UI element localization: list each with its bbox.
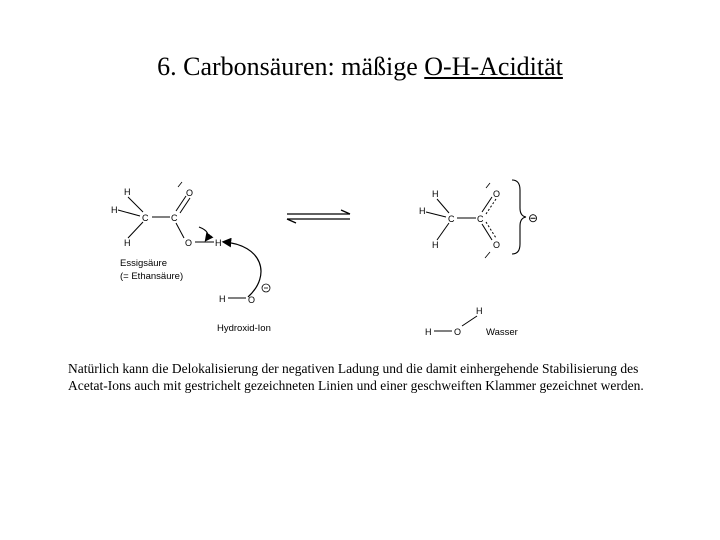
title-underlined-text: O-H-Acidität (424, 52, 563, 81)
acetic-acid-molecule (111, 182, 222, 248)
acid-hydroxyl-o-label: O (185, 238, 193, 248)
acid-name-label: Essigsäure (120, 258, 167, 269)
caption-paragraph: Natürlich kann die Delokalisierung der negativen Ladung und die damit einhergehende Stabilisierung des Acetat-Ions auch mit gestrichelt gezeichneten Linien und einer geschweiften Klammer gezeichnet werden. (68, 361, 644, 393)
water-label: Wasser (486, 327, 518, 338)
acid-h1-label: H (124, 187, 131, 197)
acetate-o1-label: O (493, 189, 501, 199)
water-o-label: O (454, 327, 462, 337)
acid-acidic-h-label: H (215, 238, 222, 248)
hydroxide-ion-molecule (219, 284, 270, 305)
acetate-o2-label: O (493, 240, 501, 250)
acid-c1-label: C (142, 213, 149, 223)
acid-h3-label: H (124, 238, 131, 248)
acid-carbonyl-o-label: O (186, 188, 194, 198)
acetate-h2-label: H (419, 206, 426, 216)
acetate-h1-label: H (432, 189, 439, 199)
water-h1-label: H (476, 306, 483, 316)
acetate-c1-label: C (448, 214, 455, 224)
hydroxide-o-label: O (248, 295, 256, 305)
negative-charge-symbol: ⊖ (528, 211, 539, 225)
water-molecule (425, 306, 483, 337)
acetate-ion-molecule (419, 183, 500, 258)
acid-c2-label: C (171, 213, 178, 223)
electron-shift-arrow (199, 227, 208, 240)
acetate-h3-label: H (432, 240, 439, 250)
title-text: 6. Carbonsäuren: mäßige (157, 52, 425, 81)
hydroxide-h-label: H (219, 294, 226, 304)
acid-h2-label: H (111, 205, 118, 215)
acid-alt-name-label: (= Ethansäure) (120, 271, 184, 282)
acetate-c2-label: C (477, 214, 484, 224)
nucleophile-attack-arrow (224, 242, 261, 297)
equilibrium-arrow (287, 210, 350, 223)
curly-brace (512, 180, 526, 254)
hydroxide-label: Hydroxid-Ion (217, 323, 271, 334)
water-h2-label: H (425, 327, 432, 337)
